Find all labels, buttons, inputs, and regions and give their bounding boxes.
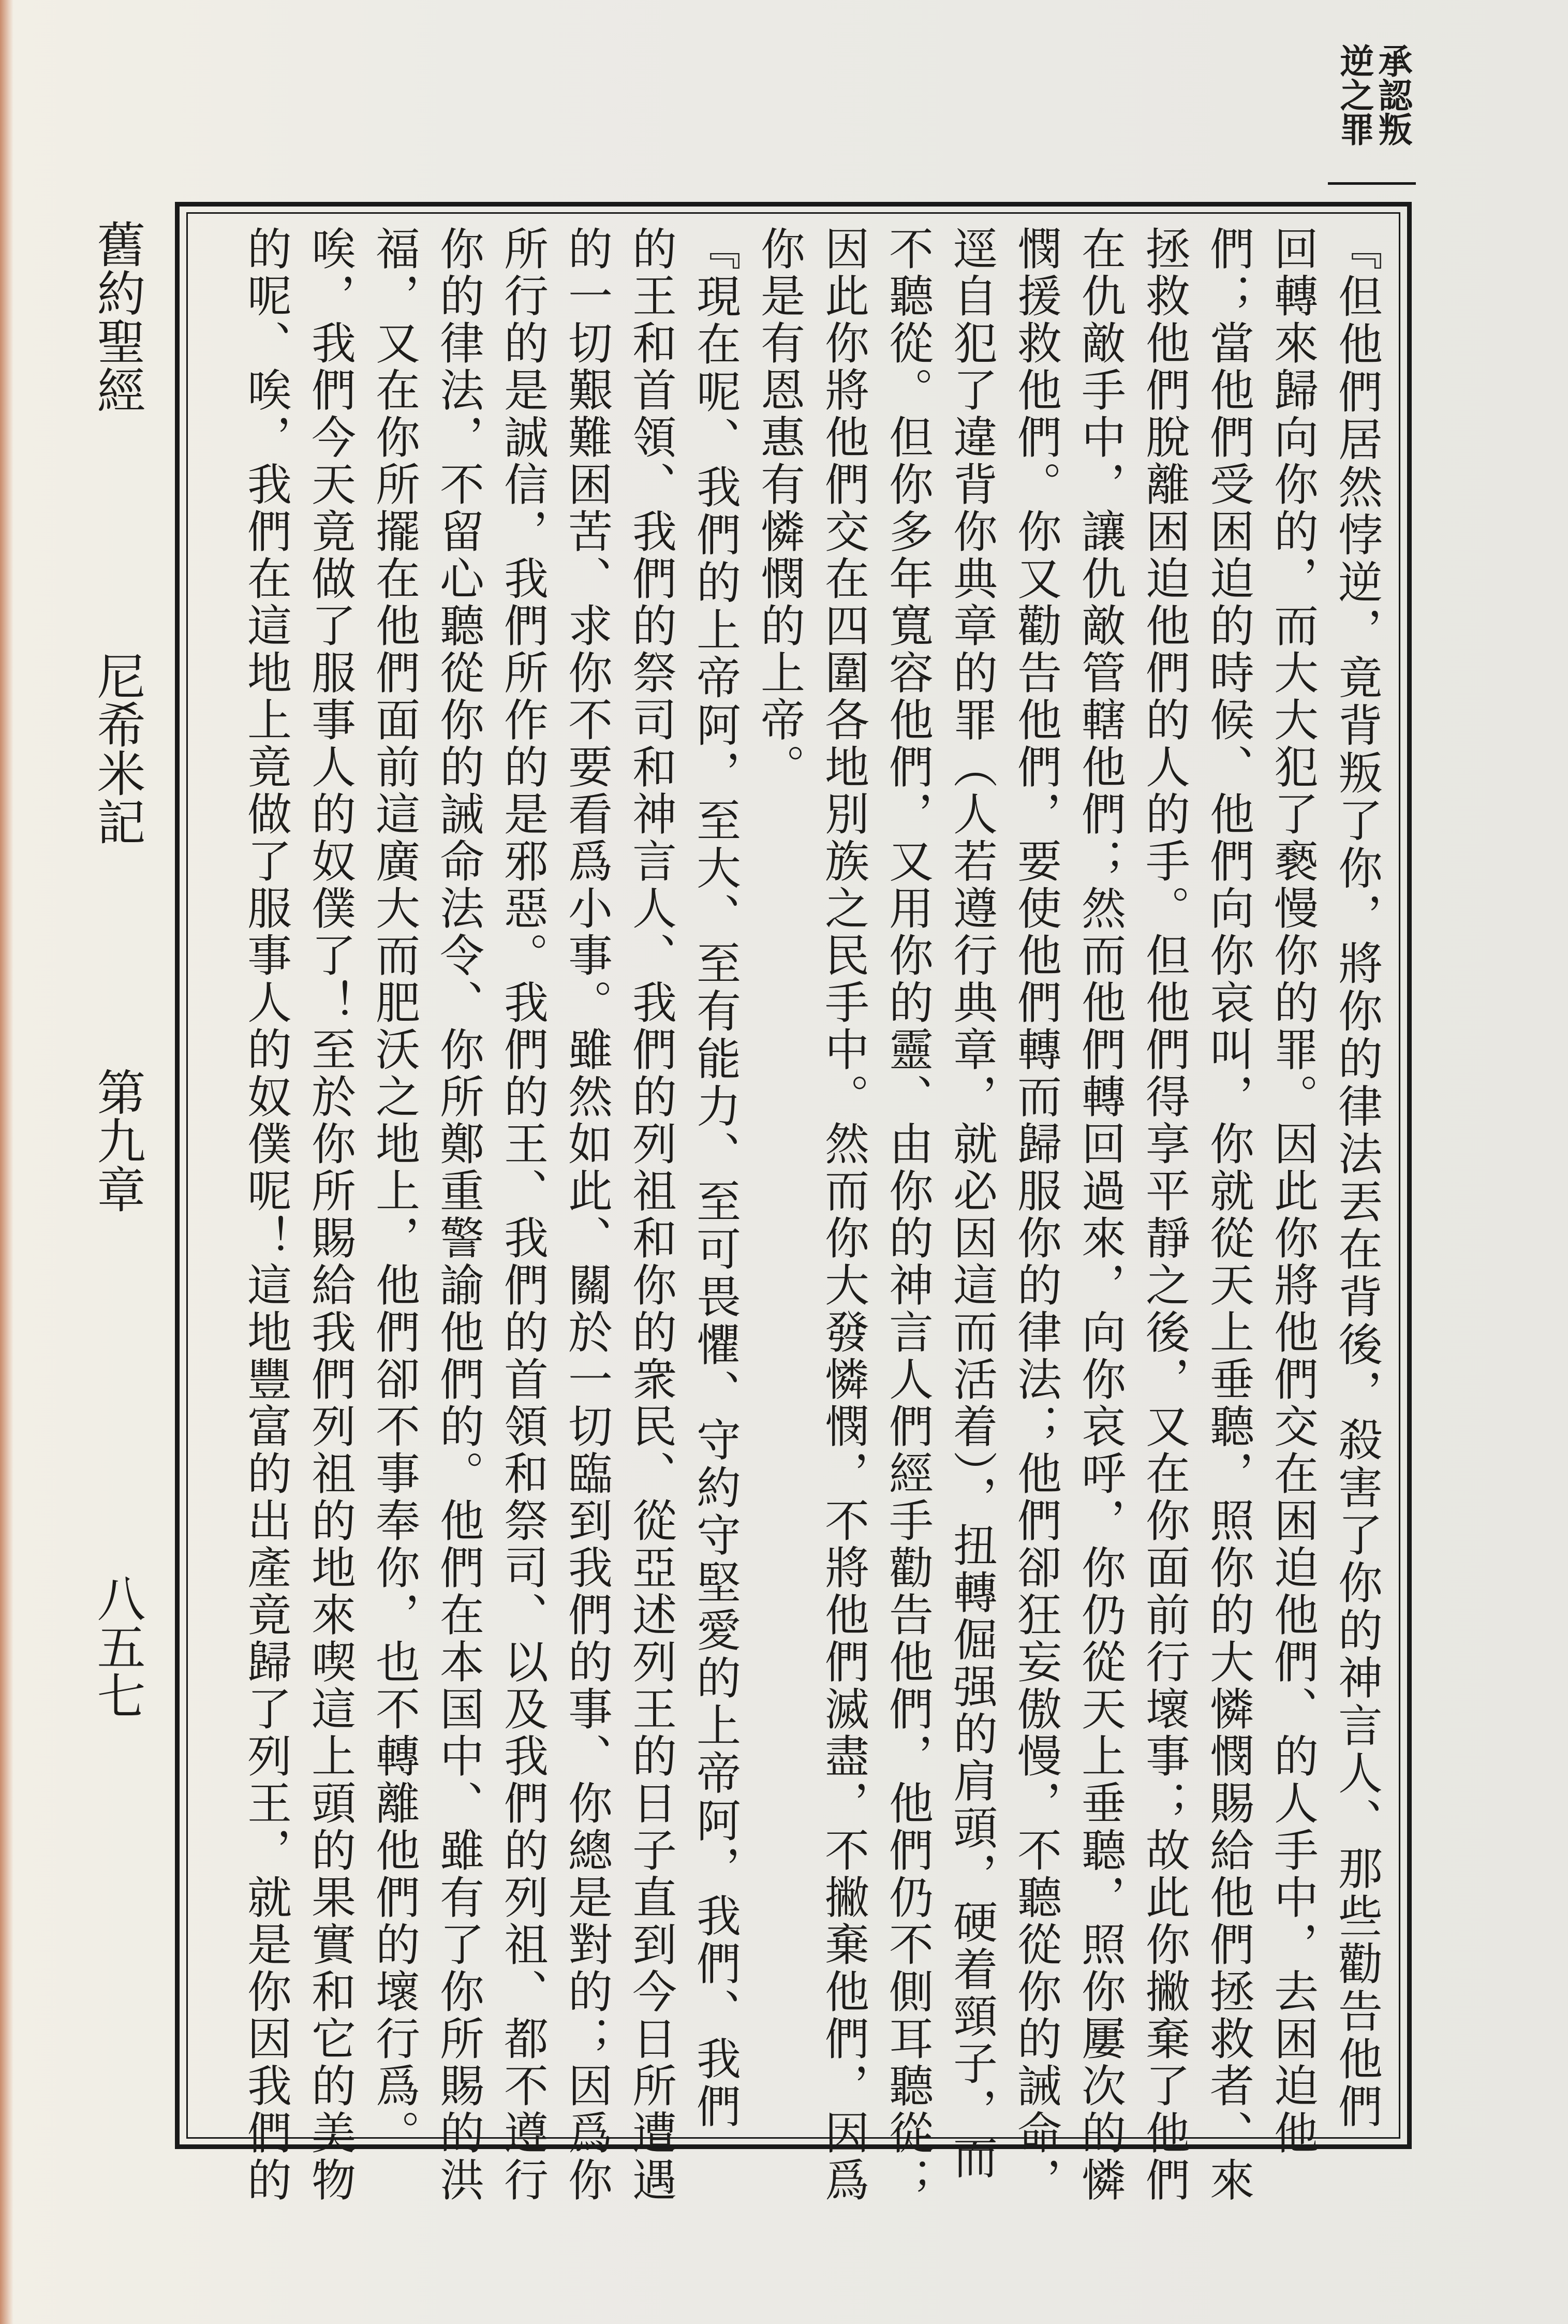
text-column: 憫援救他們。你又勸告他們，要使他們轉而歸服你的律法；他們卻狂妄傲慢，不聽從你的誡命， xyxy=(1010,226,1061,2204)
running-head-chapter: 第九章 xyxy=(88,1067,145,1213)
text-column: 的呢、唉，我們在這地上竟做了服事人的奴僕呢！這地豐富的出產竟歸了列王，就是你因我們的 xyxy=(240,226,291,2204)
text-column: 福，又在你所擺在他們面前這廣大而肥沃之地上，他們卻不事奉你，也不轉離他們的壞行爲。 xyxy=(368,226,420,2157)
text-column: 因此你將他們交在四圍各地別族之民手中。然而你大發憐憫，不將他們滅盡，不撇棄他們，因爲 xyxy=(817,226,869,2204)
margin-note: 承認叛逆之罪 xyxy=(1334,43,1413,146)
text-column: 所行的是誠信，我們所作的是邪惡。我們的王、我們的首領和祭司、以及我們的列祖、都不遵行 xyxy=(496,226,548,2204)
text-column: 拯救他們脫離困迫他們的人的手。但他們得享平靜之後，又在你面前行壞事；故此你撇棄了他們 xyxy=(1138,226,1190,2204)
text-column: 的王和首領、我們的祭司和神言人、我們的列祖和你的衆民、從亞述列王的日子直到今日所遭遇 xyxy=(625,226,676,2204)
text-column: 在仇敵手中，讓仇敵管轄他們；然而他們轉回過來，向你哀呼，你仍從天上垂聽，照你屢次的憐 xyxy=(1074,226,1126,2204)
text-column: 你是有恩惠有憐憫的上帝。 xyxy=(753,226,805,791)
running-head-book: 舊約聖經 xyxy=(88,219,145,414)
margin-note-rule xyxy=(1328,182,1416,185)
page-number: 八五七 xyxy=(88,1573,145,1719)
text-column: 們；當他們受困迫的時候、他們向你哀叫，你就從天上垂聽，照你的大憐憫賜給他們拯救者、來 xyxy=(1202,226,1254,2204)
text-column: 的一切艱難困苦、求你不要看爲小事。雖然如此、關於一切臨到我們的事、你總是對的；因爲你 xyxy=(560,226,612,2204)
page-edge-stain xyxy=(0,0,13,2324)
running-head-chapter-book: 尼希米記 xyxy=(88,651,145,846)
text-column: 你的律法，不留心聽從你的誡命法令、你所鄭重警諭他們的。他們在本国中、雖有了你所賜的洪 xyxy=(432,226,484,2204)
text-column: 回轉來歸向你的，而大大犯了褻慢你的罪。因此你將他們交在困迫他們、的人手中，去困迫他 xyxy=(1266,226,1318,2157)
text-column: 『但他們居然悖逆，竟背叛了你，將你的律法丟在背後，殺害了你的神言人、那些勸告他們 xyxy=(1330,226,1382,2130)
text-column: 逕自犯了違背你典章的罪（人若遵行典章，就必因這而活着），扭轉倔强的肩頭，硬着頸子，而 xyxy=(945,226,997,2182)
text-column: 不聽從。但你多年寬容他們，又用你的靈、由你的神言人們經手勸告他們，他們仍不側耳聽從； xyxy=(881,226,933,2204)
text-column: 唉，我們今天竟做了服事人的奴僕了！至於你所賜給我們列祖的地來喫這上頭的果實和它的美物 xyxy=(304,226,356,2204)
text-column: 『現在呢、我們的上帝阿，至大、至有能力、至可畏懼、守約守堅愛的上帝阿，我們、我們 xyxy=(689,226,741,2130)
